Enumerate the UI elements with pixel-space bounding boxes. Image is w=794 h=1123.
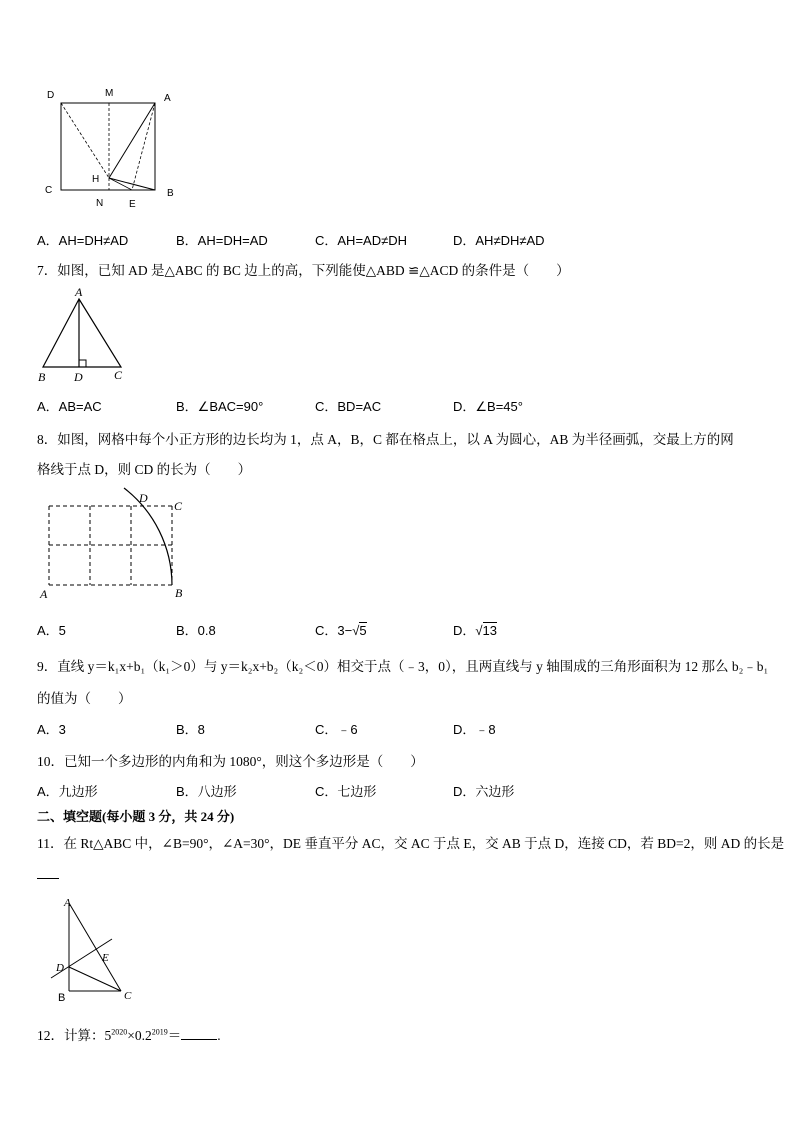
label-d: D [47, 90, 55, 101]
q9-option-c[interactable]: C．﹣6 [315, 722, 358, 737]
label-a: A [64, 897, 71, 909]
q10-question: 10．已知一个多边形的内角和为 1080°，则这个多边形是（ ） [37, 754, 424, 769]
label-d: D [139, 491, 148, 505]
q6-figure [40, 84, 190, 214]
label-b: B [167, 188, 174, 199]
q9-option-d[interactable]: D．﹣8 [453, 722, 496, 737]
q8-question-line1: 8．如图，网格中每个小正方形的边长均为 1，点 A，B，C 都在格点上，以 A 为圆心，AB 为半径画弧，交最上方的网 [37, 432, 734, 447]
label-d: D [56, 962, 64, 974]
section-heading-fill-in: 二、填空题(每小题 3 分，共 24 分) [37, 809, 235, 824]
label-a: A [164, 93, 171, 104]
q6-option-a[interactable]: A．AH=DH≠AD [37, 233, 129, 248]
q12-mid: ×0.2 [127, 1028, 152, 1043]
label-c: C [124, 990, 132, 1002]
q8-figure [35, 485, 195, 603]
q10-option-c[interactable]: C．七边形 [315, 784, 377, 799]
q6-option-b[interactable]: B．AH=DH=AD [176, 233, 268, 248]
q12-exp1: 2020 [111, 1027, 128, 1037]
label-e: E [129, 199, 136, 210]
segment-dh [61, 103, 109, 178]
q7-question: 7．如图，已知 AD 是△ABC 的 BC 边上的高，下列能使△ABD ≌△ACD 的条件是（ ） [37, 263, 570, 278]
q9-option-b[interactable]: B．8 [176, 722, 205, 737]
label-d: D [74, 370, 83, 384]
q7-option-a[interactable]: A．AB=AC [37, 399, 102, 414]
q12-question [37, 1024, 221, 1044]
q10-option-a[interactable]: A．九边形 [37, 784, 98, 799]
q10-option-d[interactable]: D．六边形 [453, 784, 515, 799]
q12-exp2: 2019 [151, 1027, 168, 1037]
q9-question-line2: 的值为（ ） [37, 691, 132, 706]
label-b: B [58, 992, 66, 1004]
q6-option-d[interactable]: D．AH≠DH≠AD [453, 233, 545, 248]
q7-option-d[interactable]: D．∠B=45° [453, 399, 523, 414]
label-c: C [45, 185, 53, 196]
q8-option-a[interactable]: A．5 [37, 623, 66, 638]
q7-option-c[interactable]: C．BD=AC [315, 399, 382, 414]
q8-option-c[interactable] [315, 620, 367, 639]
side-ac [69, 903, 121, 991]
sqrt-icon: √ [352, 623, 360, 638]
q8-option-d-radicand: 13 [482, 623, 497, 638]
q12-suffix: ＝ [167, 1028, 182, 1043]
segment-dc [69, 967, 121, 991]
right-angle-mark [79, 360, 86, 367]
q8-option-b[interactable]: B．0.8 [176, 623, 216, 638]
label-m: M [105, 88, 114, 99]
q12-answer-blank[interactable] [181, 1027, 217, 1040]
sqrt-icon: √ [475, 623, 483, 638]
q6-option-c[interactable]: C．AH=AD≠DH [315, 233, 408, 248]
q11-answer-blank[interactable] [37, 864, 59, 879]
triangle-abc [43, 299, 121, 367]
q8-option-c-label: C． [315, 623, 338, 638]
q11-question: 11．在 Rt△ABC 中，∠B=90°，∠A=30°，DE 垂直平分 AC，交 AC 于点 E，交 AB 于点 D，连接 CD，若 BD=2，则 AD 的长是 [37, 836, 785, 851]
q9-question-line1: 9．直线 y＝k₁x+b₁（k₁＞0）与 y＝k₂x+b₂（k₂＜0）相交于点（﹣3，0），且两直线与 y 轴围成的三角形面积为 12 那么 b₂﹣b₁ [37, 659, 769, 674]
segment-hb [109, 178, 155, 190]
label-e: E [102, 952, 109, 964]
segment-ah [109, 103, 155, 178]
label-c: C [114, 368, 123, 382]
label-c: C [174, 499, 183, 513]
q8-question-line2: 格线于点 D，则 CD 的长为（ ） [37, 462, 252, 477]
q12-period: . [217, 1028, 221, 1043]
label-n: N [96, 198, 104, 209]
q7-figure [33, 285, 133, 385]
segment-he [109, 178, 132, 190]
label-a: A [75, 285, 83, 299]
q10-option-b[interactable]: B．八边形 [176, 784, 237, 799]
q12-prefix: 12．计算：5 [37, 1028, 112, 1043]
q9-option-a[interactable]: A．3 [37, 722, 66, 737]
q7-option-b[interactable]: B．∠BAC=90° [176, 399, 264, 414]
label-h: H [92, 174, 100, 185]
grid [49, 506, 172, 585]
label-b: B [175, 586, 183, 600]
q8-option-c-radicand: 5 [359, 623, 367, 638]
q8-option-c-expr: 3− [337, 623, 353, 638]
q8-option-d-label: D． [453, 623, 476, 638]
label-b: B [38, 370, 46, 384]
q11-figure [45, 893, 145, 1008]
label-a: A [40, 587, 48, 601]
q8-option-d[interactable] [453, 620, 497, 639]
segment-ae [132, 103, 155, 190]
